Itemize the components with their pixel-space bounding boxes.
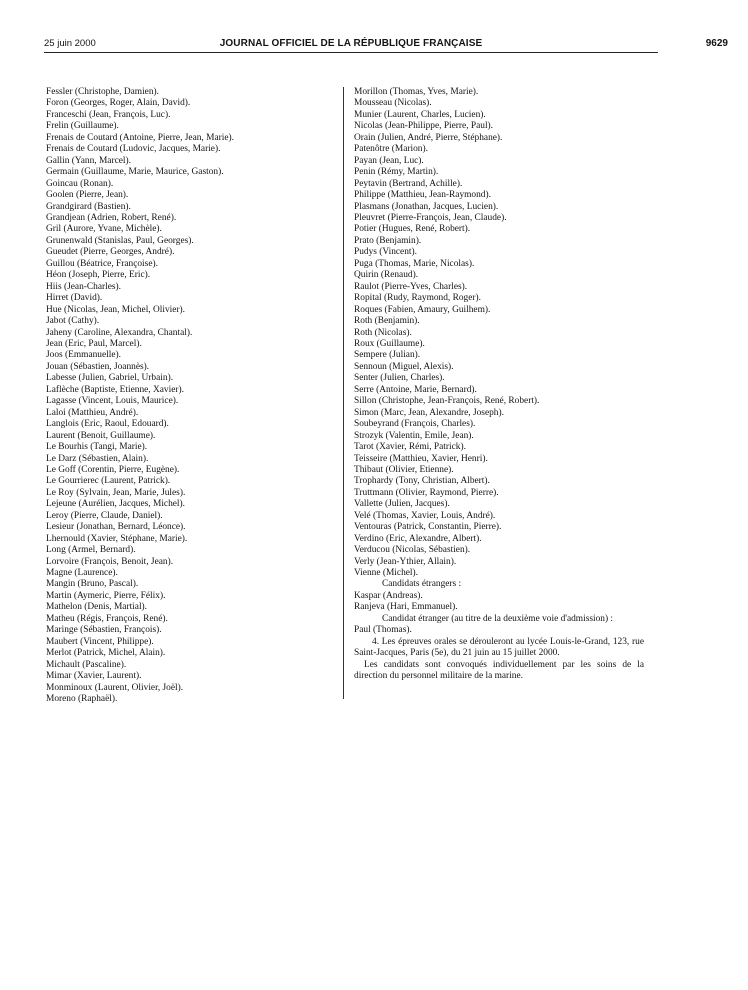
candidate-name: Raulot (Pierre-Yves, Charles). [354,281,468,292]
candidate-name: Le Gourrierec (Laurent, Patrick). [46,476,171,487]
candidate-name: Sillon (Christophe, Jean-François, René, Robert). [354,396,540,407]
candidate-name: Prato (Benjamin). [354,235,422,246]
candidate-name: Lhernould (Xavier, Stéphane, Marie). [46,533,188,544]
candidate-name: Gril (Aurore, Yvane, Michèle). [46,224,162,235]
candidate-name: Roth (Nicolas). [354,327,412,338]
candidate-name: Trophardy (Tony, Christian, Albert). [354,476,490,487]
candidate-name: Vallette (Julien, Jacques). [354,499,450,510]
header-title: JOURNAL OFFICIEL DE LA RÉPUBLIQUE FRANÇAISE [219,38,483,49]
candidate-name: Le Goff (Corentin, Pierre, Eugène). [46,464,180,475]
candidate-name: Le Bourhis (Tangi, Marie). [46,442,148,453]
candidate-name: Maringe (Sébastien, François). [46,625,162,636]
candidate-name: Nicolas (Jean-Philippe, Pierre, Paul). [354,121,494,132]
candidate-name: Jaheny (Caroline, Alexandra, Chantal). [46,327,193,338]
right-column [354,87,644,683]
candidate-name: Truttmann (Olivier, Raymond, Pierre). [354,487,499,498]
candidate-name: Germain (Guillaume, Marie, Maurice, Gaston). [46,167,224,178]
candidate-name: Philippe (Matthieu, Jean-Raymond). [354,190,491,201]
oral-exams-paragraph: 4. Les épreuves orales se dérouleront au lycée Louis-le-Grand, 123, rue Saint-Jacques, Paris (5e), du 21 juin au 15 juillet 2000. [354,636,644,659]
candidate-name: Fessler (Christophe, Damien). [46,87,159,97]
candidate-name: Pudys (Vincent). [354,247,417,258]
candidate-name: Payan (Jean, Luc). [354,155,424,166]
candidate-name: Strozyk (Valentin, Emile, Jean). [354,430,474,441]
candidate-name: Mathelon (Denis, Martial). [46,602,148,613]
foreign-candidates-list [354,591,644,614]
candidate-name: Hiis (Jean-Charles). [46,281,121,292]
candidate-name: Michault (Pascaline). [46,659,127,670]
candidate-name: Martin (Aymeric, Pierre, Félix). [46,590,166,601]
candidate-name: Velé (Thomas, Xavier, Louis, André). [354,510,496,521]
candidate-name: Jouan (Sébastien, Joannès). [46,361,150,372]
candidate-name: Sempere (Julian). [354,350,421,361]
candidate-name: Long (Armel, Bernard). [46,545,136,556]
candidate-name: Mimar (Xavier, Laurent). [46,671,142,682]
candidate-name: Leroy (Pierre, Claude, Daniel). [46,510,163,521]
foreign-candidates-heading: Candidats étrangers : [382,579,462,590]
candidate-name: Peytavin (Bertrand, Achille). [354,178,463,189]
candidate-name: Simon (Marc, Jean, Alexandre, Joseph). [354,407,504,418]
candidate-name: Serre (Antoine, Marie, Bernard). [354,384,477,395]
candidate-name: Potier (Hugues, René, Robert). [354,224,471,235]
candidate-name: Mangin (Bruno, Pascal). [46,579,139,590]
candidate-name: Munier (Laurent, Charles, Lucien). [354,109,486,120]
candidate-name: Guillou (Béatrice, Françoise). [46,258,158,269]
candidate-name: Plasmans (Jonathan, Jacques, Lucien). [354,201,499,212]
candidate-name: Quirin (Renaud). [354,270,419,281]
candidate-name: Gallin (Yann, Marcel). [46,155,131,166]
candidate-name: Roques (Fabien, Amaury, Guilhem). [354,304,491,315]
candidate-name: Labesse (Julien, Gabriel, Urbain). [46,373,174,384]
candidate-name: Monminoux (Laurent, Olivier, Joël). [46,682,184,693]
candidate-name: Le Darz (Sébastien, Alain). [46,453,149,464]
candidate-name: Lejeune (Aurélien, Jacques, Michel). [46,499,186,510]
candidate-name: Foron (Georges, Roger, Alain, David). [46,98,191,109]
candidate-name: Magne (Laurence). [46,568,118,579]
candidate-name: Laloi (Matthieu, André). [46,407,139,418]
candidate-name: Moreno (Raphaël). [46,694,118,705]
candidate-name: Grandgirard (Bastien). [46,201,131,212]
candidate-name: Jean (Eric, Paul, Marcel). [46,338,142,349]
candidate-name: Goolen (Pierre, Jean). [46,190,129,201]
candidate-name: Pleuvret (Pierre-François, Jean, Claude). [354,212,507,223]
foreign-candidate-name: Ranjeva (Hari, Emmanuel). [354,602,458,613]
header-date: 25 juin 2000 [44,38,96,49]
candidate-name: Ropital (Rudy, Raymond, Roger). [354,293,481,304]
candidate-name: Matheu (Régis, François, René). [46,613,168,624]
candidate-name: Senter (Julien, Charles). [354,373,445,384]
candidate-name: Joos (Emmanuelle). [46,350,121,361]
second-route-list [354,625,644,636]
candidate-name: Morillon (Thomas, Yves, Marie). [354,87,479,97]
candidate-name: Teisseire (Matthieu, Xavier, Henri). [354,453,488,464]
candidate-name: Goincau (Ronan). [46,178,114,189]
candidate-name: Grandjean (Adrien, Robert, René). [46,212,177,223]
candidate-name: Lesieur (Jonathan, Bernard, Léonce). [46,522,186,533]
candidate-name: Merlot (Patrick, Michel, Alain). [46,648,166,659]
candidate-name: Roth (Benjamin). [354,316,420,327]
candidate-name: Laurent (Benoit, Guillaume). [46,430,156,441]
candidate-name: Frenais de Coutard (Ludovic, Jacques, Marie). [46,144,221,155]
candidate-name: Patenôtre (Marion). [354,144,428,155]
second-route-candidate-name: Paul (Thomas). [354,625,412,636]
candidate-name: Verly (Jean-Ythier, Allain). [354,556,457,567]
candidate-name: Puga (Thomas, Marie, Nicolas). [354,258,475,269]
candidate-name: Roux (Guillaume). [354,338,425,349]
candidate-name: Gueudet (Pierre, Georges, André). [46,247,175,258]
candidate-name: Frenais de Coutard (Antoine, Pierre, Jean, Marie). [46,132,234,143]
candidate-name: Tarot (Xavier, Rémi, Patrick). [354,442,466,453]
candidate-name: Orain (Julien, André, Pierre, Stéphane). [354,132,503,143]
foreign-candidate-name: Kaspar (Andreas). [354,590,423,601]
candidate-name: Héon (Joseph, Pierre, Eric). [46,270,151,281]
candidate-name: Vienne (Michel). [354,568,418,579]
page-header [44,38,728,52]
candidate-name: Grunenwald (Stanislas, Paul, Georges). [46,235,194,246]
candidate-name: Franceschi (Jean, François, Luc). [46,109,171,120]
candidate-name: Frelin (Guillaume). [46,121,119,132]
candidate-name: Soubeyrand (François, Charles). [354,419,476,430]
right-name-list [354,87,644,579]
candidate-name: Thibaut (Olivier, Etienne). [354,464,454,475]
candidate-name: Verdino (Eric, Alexandre, Albert). [354,533,482,544]
candidate-name: Jabot (Cathy). [46,316,100,327]
candidate-name: Sennoun (Miguel, Alexis). [354,361,454,372]
second-route-heading: Candidat étranger (au titre de la deuxième voie d'admission) : [382,613,614,624]
column-divider [343,87,344,699]
candidate-name: Hue (Nicolas, Jean, Michel, Olivier). [46,304,186,315]
convocation-paragraph: Les candidats sont convoqués individuellement par les soins de la direction du personnel militaire de la marine. [354,659,644,682]
page-number: 9629 [705,38,728,49]
candidate-name: Verducou (Nicolas, Sébastien). [354,545,471,556]
candidate-name: Penin (Rémy, Martin). [354,167,439,178]
candidate-name: Hirret (David). [46,293,103,304]
candidate-name: Langlois (Eric, Raoul, Edouard). [46,419,169,430]
header-rule [44,52,658,53]
candidate-name: Ventouras (Patrick, Constantin, Pierre). [354,522,502,533]
candidate-name: Lagasse (Vincent, Louis, Maurice). [46,396,179,407]
candidate-name: Maubert (Vincent, Philippe). [46,636,154,647]
candidate-name: Le Roy (Sylvain, Jean, Marie, Jules). [46,487,186,498]
candidate-name: Lorvoire (François, Benoit, Jean). [46,556,174,567]
candidate-name: Laflèche (Baptiste, Etienne, Xavier). [46,384,184,395]
candidate-name: Mousseau (Nicolas). [354,98,432,109]
left-column [46,87,336,705]
